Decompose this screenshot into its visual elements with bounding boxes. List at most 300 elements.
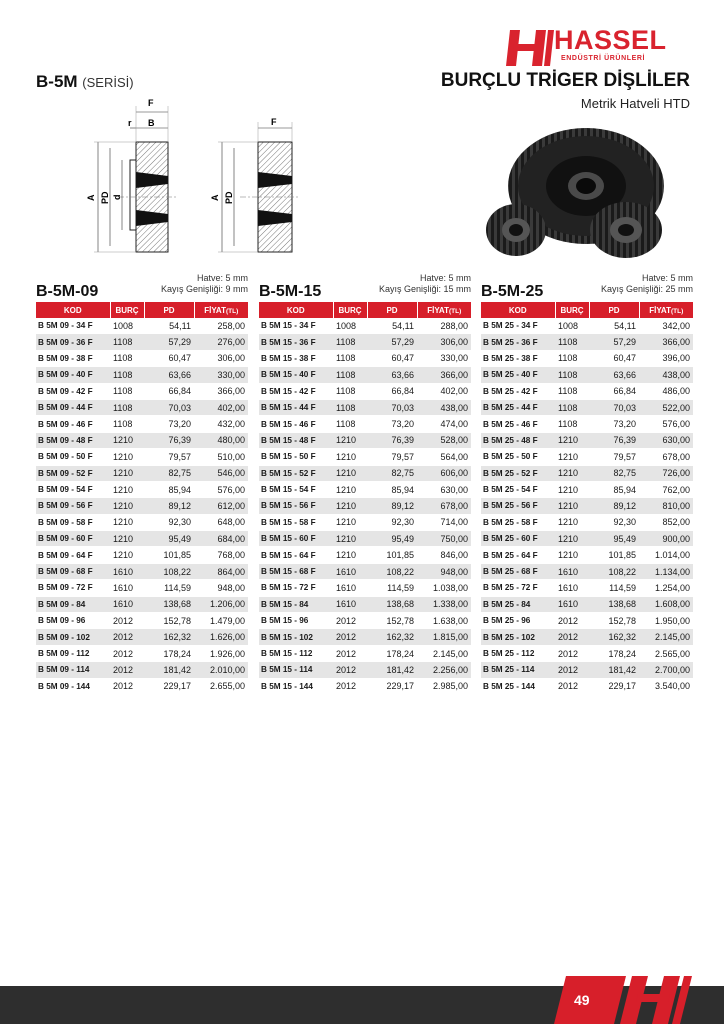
cell-kod: B 5M 15 - 60 F	[259, 531, 333, 547]
cell-fiyat: 648,00	[194, 514, 248, 530]
cell-kod: B 5M 09 - 50 F	[36, 449, 110, 465]
section-header	[481, 270, 693, 302]
cell-kod: B 5M 15 - 38 F	[259, 350, 333, 366]
table-row	[481, 563, 693, 579]
fiyat-unit: (TL)	[449, 307, 462, 315]
cell-kod: B 5M 09 - 114	[36, 662, 110, 678]
cell-burc: 1210	[333, 531, 367, 547]
section-b5m09	[36, 270, 248, 695]
cell-burc: 1008	[110, 318, 144, 334]
cell-kod: B 5M 09 - 40 F	[36, 367, 110, 383]
cell-kod: B 5M 09 - 68 F	[36, 563, 110, 579]
cell-pd: 60,47	[367, 350, 417, 366]
cell-fiyat: 402,00	[194, 399, 248, 415]
cell-burc: 1610	[110, 563, 144, 579]
cell-burc: 2012	[555, 662, 589, 678]
cell-burc: 1108	[110, 416, 144, 432]
cell-fiyat: 612,00	[194, 498, 248, 514]
cell-burc: 1108	[555, 383, 589, 399]
table-row	[481, 613, 693, 629]
cell-fiyat: 330,00	[417, 350, 471, 366]
cell-kod: B 5M 25 - 40 F	[481, 367, 555, 383]
cell-pd: 60,47	[144, 350, 194, 366]
cell-fiyat: 678,00	[639, 449, 693, 465]
cell-fiyat: 576,00	[194, 481, 248, 497]
table-row	[36, 596, 248, 612]
cell-fiyat: 288,00	[417, 318, 471, 334]
cell-burc: 1210	[555, 498, 589, 514]
fiyat-unit: (TL)	[226, 307, 239, 315]
cell-kod: B 5M 09 - 102	[36, 629, 110, 645]
table-row	[36, 399, 248, 415]
cell-fiyat: 1.206,00	[194, 596, 248, 612]
cell-burc: 2012	[333, 629, 367, 645]
table-row	[36, 334, 248, 350]
cell-pd: 73,20	[144, 416, 194, 432]
brand-tagline: ENDÜSTRİ ÜRÜNLERİ	[561, 55, 646, 62]
cell-kod: B 5M 15 - 68 F	[259, 563, 333, 579]
cell-kod: B 5M 25 - 48 F	[481, 432, 555, 448]
cell-fiyat: 306,00	[194, 350, 248, 366]
cell-fiyat: 402,00	[417, 383, 471, 399]
cell-burc: 1210	[110, 531, 144, 547]
cell-kod: B 5M 25 - 68 F	[481, 563, 555, 579]
cell-kod: B 5M 15 - 72 F	[259, 580, 333, 596]
table-row	[36, 645, 248, 661]
table-row	[36, 465, 248, 481]
cell-burc: 2012	[555, 613, 589, 629]
column-header-burc: BURÇ	[110, 302, 144, 318]
cell-pd: 95,49	[589, 531, 639, 547]
table-row	[481, 629, 693, 645]
cell-burc: 1108	[333, 416, 367, 432]
cell-kod: B 5M 15 - 42 F	[259, 383, 333, 399]
section-specs	[601, 273, 693, 295]
cell-pd: 63,66	[367, 367, 417, 383]
cell-pd: 108,22	[589, 563, 639, 579]
cell-pd: 108,22	[367, 563, 417, 579]
cell-pd: 162,32	[144, 629, 194, 645]
cell-pd: 54,11	[367, 318, 417, 334]
cell-kod: B 5M 15 - 36 F	[259, 334, 333, 350]
cell-pd: 162,32	[367, 629, 417, 645]
section-header	[259, 270, 471, 302]
cell-pd: 101,85	[589, 547, 639, 563]
cell-burc: 1210	[555, 449, 589, 465]
cell-burc: 1108	[110, 334, 144, 350]
cell-burc: 1210	[110, 514, 144, 530]
cell-burc: 2012	[555, 645, 589, 661]
table-row	[259, 432, 471, 448]
cell-burc: 2012	[333, 645, 367, 661]
cell-fiyat: 258,00	[194, 318, 248, 334]
cell-pd: 108,22	[144, 563, 194, 579]
cell-pd: 57,29	[367, 334, 417, 350]
series-title	[36, 72, 134, 92]
table-row	[481, 383, 693, 399]
table-row	[259, 629, 471, 645]
cell-burc: 2012	[333, 613, 367, 629]
table-header-row	[36, 302, 248, 318]
cell-kod: B 5M 25 - 54 F	[481, 481, 555, 497]
cell-fiyat: 366,00	[194, 383, 248, 399]
cell-pd: 114,59	[589, 580, 639, 596]
cell-kod: B 5M 25 - 96	[481, 613, 555, 629]
cell-burc: 1210	[555, 432, 589, 448]
cell-fiyat: 852,00	[639, 514, 693, 530]
cell-fiyat: 2.985,00	[417, 678, 471, 694]
cell-kod: B 5M 09 - 42 F	[36, 383, 110, 399]
table-row	[481, 678, 693, 694]
table-row	[36, 383, 248, 399]
cell-burc: 1210	[110, 465, 144, 481]
cell-fiyat: 510,00	[194, 449, 248, 465]
cell-kod: B 5M 15 - 52 F	[259, 465, 333, 481]
cell-pd: 66,84	[144, 383, 194, 399]
cell-burc: 1210	[333, 547, 367, 563]
cell-fiyat: 606,00	[417, 465, 471, 481]
section-b5m15	[259, 270, 471, 695]
cell-pd: 70,03	[144, 399, 194, 415]
cell-kod: B 5M 09 - 96	[36, 613, 110, 629]
cell-burc: 1108	[555, 350, 589, 366]
column-header-kod: KOD	[259, 302, 333, 318]
table-row	[36, 629, 248, 645]
cell-kod: B 5M 09 - 56 F	[36, 498, 110, 514]
cell-burc: 1210	[333, 514, 367, 530]
cell-kod: B 5M 09 - 54 F	[36, 481, 110, 497]
cell-burc: 1108	[110, 383, 144, 399]
cell-fiyat: 2.655,00	[194, 678, 248, 694]
table-row	[36, 531, 248, 547]
cell-kod: B 5M 09 - 38 F	[36, 350, 110, 366]
cell-burc: 1210	[555, 547, 589, 563]
cell-kod: B 5M 09 - 52 F	[36, 465, 110, 481]
table-row	[259, 514, 471, 530]
table-row	[36, 613, 248, 629]
table-row	[481, 399, 693, 415]
cell-fiyat: 1.254,00	[639, 580, 693, 596]
cell-kod: B 5M 15 - 102	[259, 629, 333, 645]
table-row	[259, 613, 471, 629]
table-row	[36, 350, 248, 366]
diagram-label-b: B	[148, 118, 155, 128]
cell-pd: 181,42	[589, 662, 639, 678]
price-table	[36, 302, 248, 695]
table-row	[36, 498, 248, 514]
diagram-label-d: d	[112, 194, 122, 200]
cell-pd: 92,30	[144, 514, 194, 530]
cell-fiyat: 1.926,00	[194, 645, 248, 661]
cell-fiyat: 3.540,00	[639, 678, 693, 694]
cell-kod: B 5M 15 - 34 F	[259, 318, 333, 334]
cell-pd: 229,17	[144, 678, 194, 694]
cell-burc: 2012	[110, 613, 144, 629]
cell-fiyat: 726,00	[639, 465, 693, 481]
cell-fiyat: 330,00	[194, 367, 248, 383]
cell-burc: 1108	[333, 334, 367, 350]
cell-fiyat: 678,00	[417, 498, 471, 514]
hassel-logo	[506, 25, 690, 72]
table-header-row	[259, 302, 471, 318]
cell-kod: B 5M 25 - 112	[481, 645, 555, 661]
cell-fiyat: 1.608,00	[639, 596, 693, 612]
cell-pd: 76,39	[367, 432, 417, 448]
cell-kod: B 5M 09 - 46 F	[36, 416, 110, 432]
cell-pd: 229,17	[589, 678, 639, 694]
cell-pd: 85,94	[144, 481, 194, 497]
cell-fiyat: 1.950,00	[639, 613, 693, 629]
cell-fiyat: 1.338,00	[417, 596, 471, 612]
cell-burc: 1108	[333, 350, 367, 366]
cell-fiyat: 564,00	[417, 449, 471, 465]
cell-burc: 1610	[333, 580, 367, 596]
cell-pd: 79,57	[367, 449, 417, 465]
belt-width-label: Kayış Genişliği: 25 mm	[600, 284, 693, 294]
table-row	[36, 481, 248, 497]
cell-fiyat: 630,00	[417, 481, 471, 497]
cell-pd: 82,75	[589, 465, 639, 481]
cell-kod: B 5M 25 - 36 F	[481, 334, 555, 350]
cell-kod: B 5M 25 - 52 F	[481, 465, 555, 481]
fiyat-label: FİYAT	[204, 305, 226, 315]
series-word: (SERİSİ)	[82, 75, 134, 90]
column-header-pd: PD	[367, 302, 417, 318]
cell-burc: 1210	[110, 432, 144, 448]
table-row	[481, 449, 693, 465]
cell-pd: 85,94	[367, 481, 417, 497]
table-row	[36, 547, 248, 563]
cell-pd: 138,68	[367, 596, 417, 612]
right-section-drawing	[210, 117, 298, 252]
diagram-label-r: r	[128, 118, 132, 128]
cell-kod: B 5M 09 - 34 F	[36, 318, 110, 334]
table-row	[259, 645, 471, 661]
table-row	[481, 481, 693, 497]
cell-kod: B 5M 15 - 56 F	[259, 498, 333, 514]
table-row	[36, 432, 248, 448]
diagram-label-pd-right: PD	[224, 191, 234, 204]
cell-pd: 63,66	[589, 367, 639, 383]
cell-burc: 1008	[555, 318, 589, 334]
cell-kod: B 5M 25 - 72 F	[481, 580, 555, 596]
cell-burc: 2012	[555, 629, 589, 645]
table-row	[36, 514, 248, 530]
cell-burc: 1210	[110, 449, 144, 465]
cell-pd: 89,12	[589, 498, 639, 514]
cell-pd: 178,24	[367, 645, 417, 661]
diagram-label-a-right: A	[210, 194, 220, 201]
cell-fiyat: 546,00	[194, 465, 248, 481]
cell-kod: B 5M 09 - 144	[36, 678, 110, 694]
cell-fiyat: 810,00	[639, 498, 693, 514]
table-row	[259, 563, 471, 579]
cell-pd: 152,78	[367, 613, 417, 629]
cell-pd: 79,57	[144, 449, 194, 465]
cell-burc: 1610	[110, 580, 144, 596]
page-title: BURÇLU TRİGER DİŞLİLER	[440, 70, 690, 91]
diagram-label-a: A	[86, 194, 96, 201]
cell-pd: 73,20	[367, 416, 417, 432]
table-row	[481, 367, 693, 383]
cell-fiyat: 522,00	[639, 399, 693, 415]
cell-fiyat: 276,00	[194, 334, 248, 350]
cell-pd: 162,32	[589, 629, 639, 645]
cell-fiyat: 1.038,00	[417, 580, 471, 596]
table-row	[481, 662, 693, 678]
cell-fiyat: 1.014,00	[639, 547, 693, 563]
cell-pd: 85,94	[589, 481, 639, 497]
cell-pd: 152,78	[589, 613, 639, 629]
cell-pd: 229,17	[367, 678, 417, 694]
cell-fiyat: 2.010,00	[194, 662, 248, 678]
section-specs	[379, 273, 471, 295]
cell-burc: 1108	[555, 367, 589, 383]
cell-pd: 76,39	[144, 432, 194, 448]
section-title: B-5M-25	[481, 283, 544, 300]
table-row	[481, 432, 693, 448]
cell-fiyat: 948,00	[194, 580, 248, 596]
cell-fiyat: 2.145,00	[639, 629, 693, 645]
table-row	[259, 465, 471, 481]
table-row	[481, 465, 693, 481]
cell-pd: 181,42	[144, 662, 194, 678]
cell-kod: B 5M 15 - 114	[259, 662, 333, 678]
cell-kod: B 5M 25 - 114	[481, 662, 555, 678]
cell-kod: B 5M 15 - 46 F	[259, 416, 333, 432]
cell-burc: 1210	[555, 531, 589, 547]
table-row	[259, 334, 471, 350]
table-row	[481, 547, 693, 563]
table-row	[481, 580, 693, 596]
cell-fiyat: 486,00	[639, 383, 693, 399]
diagram-label-f-right: F	[271, 117, 277, 127]
cell-fiyat: 2.565,00	[639, 645, 693, 661]
series-code: B-5M	[36, 72, 78, 91]
cell-burc: 1210	[333, 449, 367, 465]
cell-kod: B 5M 15 - 54 F	[259, 481, 333, 497]
cell-burc: 2012	[555, 678, 589, 694]
cell-burc: 2012	[110, 645, 144, 661]
cell-kod: B 5M 09 - 48 F	[36, 432, 110, 448]
cell-kod: B 5M 15 - 144	[259, 678, 333, 694]
cell-fiyat: 474,00	[417, 416, 471, 432]
cell-kod: B 5M 09 - 84	[36, 596, 110, 612]
cell-pd: 95,49	[144, 531, 194, 547]
cell-pd: 60,47	[589, 350, 639, 366]
cell-kod: B 5M 25 - 84	[481, 596, 555, 612]
table-row	[481, 596, 693, 612]
cell-burc: 1210	[555, 514, 589, 530]
table-row	[259, 481, 471, 497]
cell-pd: 181,42	[367, 662, 417, 678]
cell-fiyat: 684,00	[194, 531, 248, 547]
cell-burc: 1210	[555, 465, 589, 481]
pulley-cross-section-diagram	[36, 92, 316, 267]
cell-kod: B 5M 25 - 44 F	[481, 399, 555, 415]
table-row	[36, 367, 248, 383]
cell-kod: B 5M 15 - 64 F	[259, 547, 333, 563]
cell-burc: 1108	[333, 399, 367, 415]
cell-burc: 1108	[555, 334, 589, 350]
cell-burc: 1610	[555, 580, 589, 596]
cell-fiyat: 714,00	[417, 514, 471, 530]
column-header-pd: PD	[589, 302, 639, 318]
left-section-drawing	[86, 98, 176, 252]
table-row	[481, 350, 693, 366]
section-b5m25	[481, 270, 693, 695]
column-header-kod: KOD	[36, 302, 110, 318]
column-header-kod: KOD	[481, 302, 555, 318]
cell-pd: 114,59	[367, 580, 417, 596]
hassel-h-mark-icon	[506, 28, 554, 68]
cell-pd: 63,66	[144, 367, 194, 383]
table-row	[36, 678, 248, 694]
table-row	[36, 662, 248, 678]
table-row	[259, 350, 471, 366]
cell-burc: 2012	[110, 629, 144, 645]
cell-fiyat: 750,00	[417, 531, 471, 547]
column-header-fiyat	[194, 302, 248, 318]
cell-pd: 82,75	[367, 465, 417, 481]
cell-burc: 1210	[555, 481, 589, 497]
cell-kod: B 5M 25 - 42 F	[481, 383, 555, 399]
cell-kod: B 5M 09 - 44 F	[36, 399, 110, 415]
cell-burc: 1210	[333, 498, 367, 514]
belt-width-label: Kayış Genişliği: 9 mm	[160, 284, 248, 294]
cell-burc: 1610	[333, 563, 367, 579]
cell-burc: 1008	[333, 318, 367, 334]
table-row	[259, 580, 471, 596]
cell-pd: 57,29	[589, 334, 639, 350]
cell-kod: B 5M 25 - 60 F	[481, 531, 555, 547]
cell-burc: 1610	[555, 563, 589, 579]
cell-kod: B 5M 09 - 64 F	[36, 547, 110, 563]
cell-pd: 138,68	[589, 596, 639, 612]
cell-pd: 70,03	[367, 399, 417, 415]
cell-burc: 1108	[333, 367, 367, 383]
section-specs	[161, 273, 248, 295]
cell-pd: 95,49	[367, 531, 417, 547]
cell-pd: 66,84	[367, 383, 417, 399]
cell-fiyat: 576,00	[639, 416, 693, 432]
cell-burc: 2012	[333, 678, 367, 694]
cell-fiyat: 768,00	[194, 547, 248, 563]
section-title: B-5M-15	[259, 283, 322, 300]
diagram-label-f: F	[148, 98, 154, 108]
fiyat-unit: (TL)	[671, 307, 684, 315]
cell-kod: B 5M 09 - 36 F	[36, 334, 110, 350]
cell-fiyat: 1.638,00	[417, 613, 471, 629]
table-row	[259, 498, 471, 514]
cell-burc: 1210	[333, 481, 367, 497]
table-row	[481, 334, 693, 350]
pitch-label: Hatve: 5 mm	[419, 273, 471, 283]
cell-pd: 152,78	[144, 613, 194, 629]
table-row	[259, 662, 471, 678]
cell-kod: B 5M 25 - 102	[481, 629, 555, 645]
table-header-row	[481, 302, 693, 318]
fiyat-label: FİYAT	[427, 305, 449, 315]
table-row	[36, 318, 248, 334]
table-row	[36, 580, 248, 596]
cell-pd: 79,57	[589, 449, 639, 465]
cell-fiyat: 900,00	[639, 531, 693, 547]
cell-pd: 89,12	[367, 498, 417, 514]
cell-kod: B 5M 15 - 50 F	[259, 449, 333, 465]
cell-fiyat: 306,00	[417, 334, 471, 350]
cell-kod: B 5M 09 - 58 F	[36, 514, 110, 530]
